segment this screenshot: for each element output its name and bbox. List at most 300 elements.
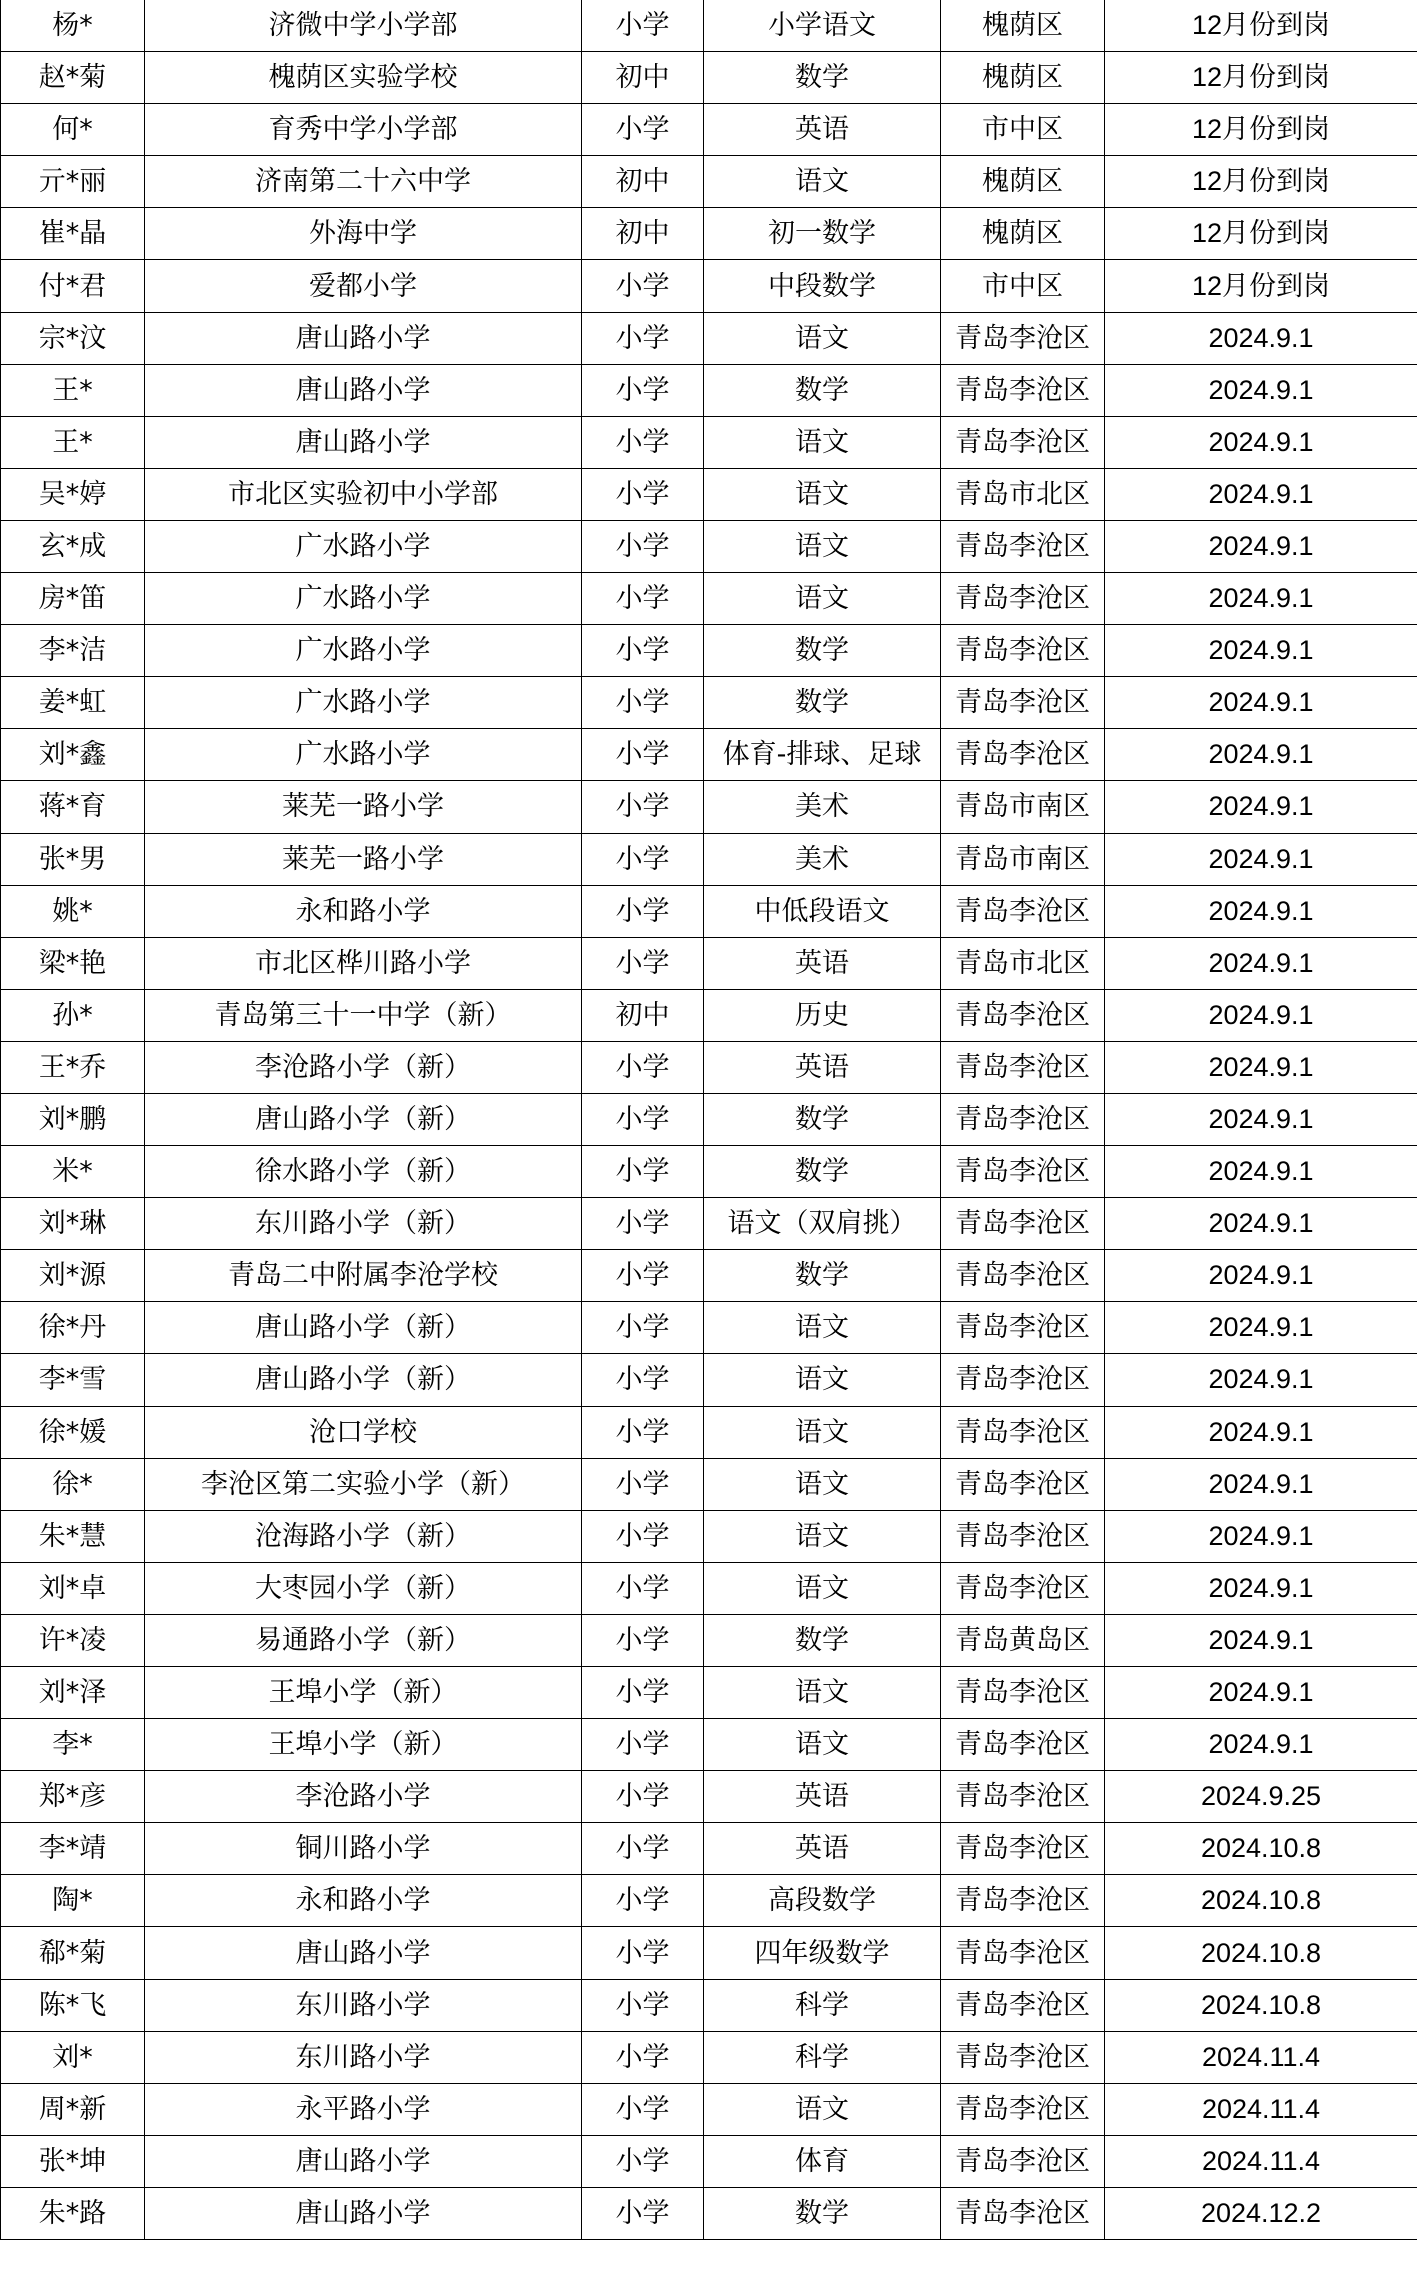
subject-cell: 数学 — [704, 52, 941, 104]
district-cell: 青岛李沧区 — [941, 1302, 1105, 1354]
school-cell: 唐山路小学 — [145, 416, 582, 468]
name-cell: 郗*菊 — [1, 1927, 145, 1979]
date-cell: 2024.9.1 — [1105, 1719, 1417, 1771]
date-cell: 2024.9.1 — [1105, 1198, 1417, 1250]
subject-cell: 数学 — [704, 1146, 941, 1198]
school-cell: 李沧区第二实验小学（新） — [145, 1458, 582, 1510]
name-cell: 李*雪 — [1, 1354, 145, 1406]
subject-cell: 英语 — [704, 1823, 941, 1875]
table-row — [1, 2135, 1417, 2187]
level-cell: 小学 — [582, 1093, 704, 1145]
school-cell: 广水路小学 — [145, 520, 582, 572]
date-cell: 12月份到岗 — [1105, 208, 1417, 260]
district-cell: 青岛李沧区 — [941, 989, 1105, 1041]
subject-cell: 数学 — [704, 625, 941, 677]
district-cell: 青岛李沧区 — [941, 1823, 1105, 1875]
name-cell: 徐* — [1, 1458, 145, 1510]
school-cell: 唐山路小学 — [145, 364, 582, 416]
name-cell: 刘*泽 — [1, 1667, 145, 1719]
school-cell: 王埠小学（新） — [145, 1667, 582, 1719]
subject-cell: 语文 — [704, 1406, 941, 1458]
table-row — [1, 677, 1417, 729]
date-cell: 2024.9.1 — [1105, 833, 1417, 885]
level-cell: 小学 — [582, 677, 704, 729]
date-cell: 2024.9.1 — [1105, 1250, 1417, 1302]
name-cell: 房*笛 — [1, 573, 145, 625]
district-cell: 青岛李沧区 — [941, 885, 1105, 937]
school-cell: 唐山路小学（新） — [145, 1093, 582, 1145]
school-cell: 东川路小学 — [145, 2031, 582, 2083]
date-cell: 2024.9.1 — [1105, 1614, 1417, 1666]
date-cell: 12月份到岗 — [1105, 104, 1417, 156]
table-row — [1, 781, 1417, 833]
subject-cell: 美术 — [704, 833, 941, 885]
date-cell: 12月份到岗 — [1105, 0, 1417, 52]
table-row — [1, 1250, 1417, 1302]
name-cell: 陶* — [1, 1875, 145, 1927]
district-cell: 青岛李沧区 — [941, 1771, 1105, 1823]
level-cell: 小学 — [582, 1823, 704, 1875]
name-cell: 李* — [1, 1719, 145, 1771]
level-cell: 小学 — [582, 2187, 704, 2239]
level-cell: 小学 — [582, 520, 704, 572]
school-cell: 唐山路小学 — [145, 312, 582, 364]
name-cell: 王*乔 — [1, 1041, 145, 1093]
level-cell: 小学 — [582, 1719, 704, 1771]
school-cell: 济南第二十六中学 — [145, 156, 582, 208]
subject-cell: 数学 — [704, 1250, 941, 1302]
name-cell: 许*凌 — [1, 1614, 145, 1666]
table-row — [1, 1823, 1417, 1875]
table-row — [1, 1979, 1417, 2031]
table-row — [1, 1406, 1417, 1458]
school-cell: 外海中学 — [145, 208, 582, 260]
subject-cell: 历史 — [704, 989, 941, 1041]
table-row — [1, 1302, 1417, 1354]
school-cell: 李沧路小学 — [145, 1771, 582, 1823]
name-cell: 张*男 — [1, 833, 145, 885]
date-cell: 2024.9.25 — [1105, 1771, 1417, 1823]
level-cell: 小学 — [582, 937, 704, 989]
district-cell: 青岛李沧区 — [941, 729, 1105, 781]
level-cell: 小学 — [582, 1510, 704, 1562]
level-cell: 小学 — [582, 2031, 704, 2083]
name-cell: 刘*鹏 — [1, 1093, 145, 1145]
school-cell: 永和路小学 — [145, 1875, 582, 1927]
subject-cell: 体育 — [704, 2135, 941, 2187]
date-cell: 2024.9.1 — [1105, 885, 1417, 937]
school-cell: 广水路小学 — [145, 573, 582, 625]
subject-cell: 英语 — [704, 1771, 941, 1823]
name-cell: 郑*彦 — [1, 1771, 145, 1823]
date-cell: 2024.9.1 — [1105, 937, 1417, 989]
table-row — [1, 625, 1417, 677]
district-cell: 市中区 — [941, 104, 1105, 156]
level-cell: 小学 — [582, 833, 704, 885]
level-cell: 小学 — [582, 885, 704, 937]
name-cell: 孙* — [1, 989, 145, 1041]
table-row — [1, 573, 1417, 625]
subject-cell: 语文 — [704, 2083, 941, 2135]
level-cell: 小学 — [582, 364, 704, 416]
table-row — [1, 156, 1417, 208]
date-cell: 2024.11.4 — [1105, 2135, 1417, 2187]
date-cell: 12月份到岗 — [1105, 156, 1417, 208]
level-cell: 小学 — [582, 729, 704, 781]
level-cell: 小学 — [582, 1354, 704, 1406]
district-cell: 青岛李沧区 — [941, 1093, 1105, 1145]
date-cell: 2024.10.8 — [1105, 1823, 1417, 1875]
table-row — [1, 1562, 1417, 1614]
district-cell: 青岛李沧区 — [941, 2083, 1105, 2135]
subject-cell: 语文 — [704, 156, 941, 208]
district-cell: 青岛李沧区 — [941, 1250, 1105, 1302]
table-row — [1, 1771, 1417, 1823]
district-cell: 青岛市南区 — [941, 833, 1105, 885]
name-cell: 梁*艳 — [1, 937, 145, 989]
school-cell: 育秀中学小学部 — [145, 104, 582, 156]
level-cell: 初中 — [582, 52, 704, 104]
level-cell: 小学 — [582, 468, 704, 520]
district-cell: 青岛李沧区 — [941, 1667, 1105, 1719]
school-cell: 爱都小学 — [145, 260, 582, 312]
level-cell: 小学 — [582, 1979, 704, 2031]
level-cell: 初中 — [582, 989, 704, 1041]
date-cell: 2024.9.1 — [1105, 781, 1417, 833]
name-cell: 朱*路 — [1, 2187, 145, 2239]
school-cell: 李沧路小学（新） — [145, 1041, 582, 1093]
name-cell: 蒋*育 — [1, 781, 145, 833]
date-cell: 2024.12.2 — [1105, 2187, 1417, 2239]
name-cell: 刘*卓 — [1, 1562, 145, 1614]
date-cell: 2024.11.4 — [1105, 2031, 1417, 2083]
name-cell: 徐*丹 — [1, 1302, 145, 1354]
table-row — [1, 885, 1417, 937]
date-cell: 2024.9.1 — [1105, 520, 1417, 572]
district-cell: 青岛李沧区 — [941, 364, 1105, 416]
date-cell: 2024.9.1 — [1105, 573, 1417, 625]
district-cell: 青岛市南区 — [941, 781, 1105, 833]
name-cell: 姜*虹 — [1, 677, 145, 729]
subject-cell: 数学 — [704, 677, 941, 729]
date-cell: 2024.9.1 — [1105, 1406, 1417, 1458]
district-cell: 青岛李沧区 — [941, 1406, 1105, 1458]
school-cell: 东川路小学（新） — [145, 1198, 582, 1250]
subject-cell: 数学 — [704, 1614, 941, 1666]
subject-cell: 语文（双肩挑） — [704, 1198, 941, 1250]
subject-cell: 语文 — [704, 312, 941, 364]
table-row — [1, 1667, 1417, 1719]
table-row — [1, 104, 1417, 156]
date-cell: 2024.9.1 — [1105, 989, 1417, 1041]
name-cell: 崔*晶 — [1, 208, 145, 260]
date-cell: 2024.9.1 — [1105, 1667, 1417, 1719]
name-cell: 姚* — [1, 885, 145, 937]
date-cell: 2024.9.1 — [1105, 1562, 1417, 1614]
level-cell: 小学 — [582, 416, 704, 468]
level-cell: 小学 — [582, 1146, 704, 1198]
subject-cell: 数学 — [704, 2187, 941, 2239]
date-cell: 2024.9.1 — [1105, 364, 1417, 416]
table-row — [1, 1510, 1417, 1562]
table-row — [1, 2031, 1417, 2083]
school-cell: 王埠小学（新） — [145, 1719, 582, 1771]
school-cell: 莱芜一路小学 — [145, 833, 582, 885]
table-row — [1, 260, 1417, 312]
date-cell: 2024.9.1 — [1105, 312, 1417, 364]
level-cell: 小学 — [582, 260, 704, 312]
level-cell: 小学 — [582, 1875, 704, 1927]
level-cell: 小学 — [582, 625, 704, 677]
level-cell: 初中 — [582, 156, 704, 208]
school-cell: 广水路小学 — [145, 729, 582, 781]
name-cell: 吴*婷 — [1, 468, 145, 520]
name-cell: 周*新 — [1, 2083, 145, 2135]
date-cell: 2024.9.1 — [1105, 1510, 1417, 1562]
name-cell: 玄*成 — [1, 520, 145, 572]
level-cell: 小学 — [582, 1667, 704, 1719]
table-row — [1, 729, 1417, 781]
name-cell: 王* — [1, 416, 145, 468]
school-cell: 徐水路小学（新） — [145, 1146, 582, 1198]
district-cell: 青岛李沧区 — [941, 2187, 1105, 2239]
school-cell: 唐山路小学 — [145, 1927, 582, 1979]
table-row — [1, 1093, 1417, 1145]
subject-cell: 语文 — [704, 416, 941, 468]
level-cell: 小学 — [582, 1406, 704, 1458]
name-cell: 王* — [1, 364, 145, 416]
table-row — [1, 520, 1417, 572]
table-row — [1, 1875, 1417, 1927]
date-cell: 2024.9.1 — [1105, 1093, 1417, 1145]
district-cell: 槐荫区 — [941, 156, 1105, 208]
date-cell: 12月份到岗 — [1105, 52, 1417, 104]
subject-cell: 语文 — [704, 573, 941, 625]
table-row — [1, 1354, 1417, 1406]
level-cell: 初中 — [582, 208, 704, 260]
subject-cell: 体育-排球、足球 — [704, 729, 941, 781]
level-cell: 小学 — [582, 2083, 704, 2135]
school-cell: 济微中学小学部 — [145, 0, 582, 52]
district-cell: 青岛李沧区 — [941, 677, 1105, 729]
district-cell: 青岛李沧区 — [941, 1198, 1105, 1250]
level-cell: 小学 — [582, 1771, 704, 1823]
table-row — [1, 2187, 1417, 2239]
school-cell: 唐山路小学（新） — [145, 1354, 582, 1406]
name-cell: 朱*慧 — [1, 1510, 145, 1562]
date-cell: 2024.9.1 — [1105, 1041, 1417, 1093]
name-cell: 刘* — [1, 2031, 145, 2083]
table-row — [1, 1719, 1417, 1771]
subject-cell: 语文 — [704, 1667, 941, 1719]
level-cell: 小学 — [582, 1458, 704, 1510]
table-row — [1, 0, 1417, 52]
table-row — [1, 989, 1417, 1041]
district-cell: 青岛李沧区 — [941, 1562, 1105, 1614]
date-cell: 2024.9.1 — [1105, 625, 1417, 677]
school-cell: 大枣园小学（新） — [145, 1562, 582, 1614]
table-row — [1, 1198, 1417, 1250]
date-cell: 2024.9.1 — [1105, 1354, 1417, 1406]
subject-cell: 数学 — [704, 1093, 941, 1145]
subject-cell: 语文 — [704, 1458, 941, 1510]
level-cell: 小学 — [582, 312, 704, 364]
subject-cell: 中低段语文 — [704, 885, 941, 937]
table-body — [1, 0, 1417, 2240]
date-cell: 2024.10.8 — [1105, 1927, 1417, 1979]
school-cell: 槐荫区实验学校 — [145, 52, 582, 104]
subject-cell: 英语 — [704, 937, 941, 989]
level-cell: 小学 — [582, 1041, 704, 1093]
subject-cell: 英语 — [704, 104, 941, 156]
district-cell: 青岛李沧区 — [941, 625, 1105, 677]
district-cell: 青岛李沧区 — [941, 2031, 1105, 2083]
school-cell: 永和路小学 — [145, 885, 582, 937]
table-row — [1, 833, 1417, 885]
date-cell: 2024.9.1 — [1105, 1458, 1417, 1510]
subject-cell: 小学语文 — [704, 0, 941, 52]
subject-cell: 中段数学 — [704, 260, 941, 312]
name-cell: 徐*媛 — [1, 1406, 145, 1458]
subject-cell: 数学 — [704, 364, 941, 416]
school-cell: 青岛二中附属李沧学校 — [145, 1250, 582, 1302]
date-cell: 2024.10.8 — [1105, 1875, 1417, 1927]
level-cell: 小学 — [582, 1198, 704, 1250]
district-cell: 青岛李沧区 — [941, 1510, 1105, 1562]
district-cell: 青岛李沧区 — [941, 1719, 1105, 1771]
name-cell: 杨* — [1, 0, 145, 52]
subject-cell: 科学 — [704, 1979, 941, 2031]
name-cell: 李*洁 — [1, 625, 145, 677]
level-cell: 小学 — [582, 1250, 704, 1302]
table-row — [1, 416, 1417, 468]
name-cell: 刘*琳 — [1, 1198, 145, 1250]
district-cell: 青岛李沧区 — [941, 1146, 1105, 1198]
subject-cell: 英语 — [704, 1041, 941, 1093]
district-cell: 青岛市北区 — [941, 937, 1105, 989]
district-cell: 青岛李沧区 — [941, 312, 1105, 364]
level-cell: 小学 — [582, 1614, 704, 1666]
district-cell: 青岛李沧区 — [941, 1458, 1105, 1510]
subject-cell: 四年级数学 — [704, 1927, 941, 1979]
table-row — [1, 2083, 1417, 2135]
subject-cell: 初一数学 — [704, 208, 941, 260]
name-cell: 陈*飞 — [1, 1979, 145, 2031]
school-cell: 沧口学校 — [145, 1406, 582, 1458]
date-cell: 2024.9.1 — [1105, 1302, 1417, 1354]
level-cell: 小学 — [582, 1927, 704, 1979]
table-row — [1, 364, 1417, 416]
table-row — [1, 1146, 1417, 1198]
table-row — [1, 468, 1417, 520]
school-cell: 莱芜一路小学 — [145, 781, 582, 833]
school-cell: 青岛第三十一中学（新） — [145, 989, 582, 1041]
school-cell: 唐山路小学 — [145, 2187, 582, 2239]
level-cell: 小学 — [582, 104, 704, 156]
school-cell: 铜川路小学 — [145, 1823, 582, 1875]
subject-cell: 语文 — [704, 1302, 941, 1354]
date-cell: 2024.9.1 — [1105, 416, 1417, 468]
name-cell: 李*靖 — [1, 1823, 145, 1875]
level-cell: 小学 — [582, 781, 704, 833]
district-cell: 青岛李沧区 — [941, 1875, 1105, 1927]
subject-cell: 语文 — [704, 1719, 941, 1771]
district-cell: 槐荫区 — [941, 52, 1105, 104]
school-cell: 永平路小学 — [145, 2083, 582, 2135]
level-cell: 小学 — [582, 1562, 704, 1614]
name-cell: 刘*源 — [1, 1250, 145, 1302]
school-cell: 市北区桦川路小学 — [145, 937, 582, 989]
table-row — [1, 1041, 1417, 1093]
district-cell: 青岛李沧区 — [941, 1927, 1105, 1979]
district-cell: 青岛李沧区 — [941, 1041, 1105, 1093]
district-cell: 槐荫区 — [941, 0, 1105, 52]
district-cell: 青岛李沧区 — [941, 1354, 1105, 1406]
name-cell: 付*君 — [1, 260, 145, 312]
table-row — [1, 1927, 1417, 1979]
district-cell: 青岛李沧区 — [941, 520, 1105, 572]
name-cell: 宗*汶 — [1, 312, 145, 364]
name-cell: 亓*丽 — [1, 156, 145, 208]
subject-cell: 美术 — [704, 781, 941, 833]
table-row — [1, 937, 1417, 989]
name-cell: 张*坤 — [1, 2135, 145, 2187]
subject-cell: 高段数学 — [704, 1875, 941, 1927]
date-cell: 2024.9.1 — [1105, 677, 1417, 729]
date-cell: 2024.9.1 — [1105, 729, 1417, 781]
subject-cell: 语文 — [704, 1354, 941, 1406]
district-cell: 市中区 — [941, 260, 1105, 312]
district-cell: 青岛李沧区 — [941, 1979, 1105, 2031]
school-cell: 沧海路小学（新） — [145, 1510, 582, 1562]
level-cell: 小学 — [582, 2135, 704, 2187]
subject-cell: 语文 — [704, 1510, 941, 1562]
name-cell: 何* — [1, 104, 145, 156]
district-cell: 槐荫区 — [941, 208, 1105, 260]
school-cell: 唐山路小学（新） — [145, 1302, 582, 1354]
table-row — [1, 1458, 1417, 1510]
table-row — [1, 1614, 1417, 1666]
school-cell: 唐山路小学 — [145, 2135, 582, 2187]
date-cell: 12月份到岗 — [1105, 260, 1417, 312]
school-cell: 易通路小学（新） — [145, 1614, 582, 1666]
level-cell: 小学 — [582, 573, 704, 625]
district-cell: 青岛李沧区 — [941, 2135, 1105, 2187]
school-cell: 东川路小学 — [145, 1979, 582, 2031]
name-cell: 刘*鑫 — [1, 729, 145, 781]
subject-cell: 科学 — [704, 2031, 941, 2083]
subject-cell: 语文 — [704, 520, 941, 572]
district-cell: 青岛李沧区 — [941, 573, 1105, 625]
date-cell: 2024.9.1 — [1105, 468, 1417, 520]
school-cell: 广水路小学 — [145, 625, 582, 677]
school-cell: 市北区实验初中小学部 — [145, 468, 582, 520]
level-cell: 小学 — [582, 1302, 704, 1354]
table-row — [1, 52, 1417, 104]
district-cell: 青岛黄岛区 — [941, 1614, 1105, 1666]
table-row — [1, 312, 1417, 364]
level-cell: 小学 — [582, 0, 704, 52]
school-cell: 广水路小学 — [145, 677, 582, 729]
subject-cell: 语文 — [704, 1562, 941, 1614]
district-cell: 青岛李沧区 — [941, 416, 1105, 468]
date-cell: 2024.9.1 — [1105, 1146, 1417, 1198]
subject-cell: 语文 — [704, 468, 941, 520]
name-cell: 赵*菊 — [1, 52, 145, 104]
date-cell: 2024.10.8 — [1105, 1979, 1417, 2031]
table-row — [1, 208, 1417, 260]
name-cell: 米* — [1, 1146, 145, 1198]
